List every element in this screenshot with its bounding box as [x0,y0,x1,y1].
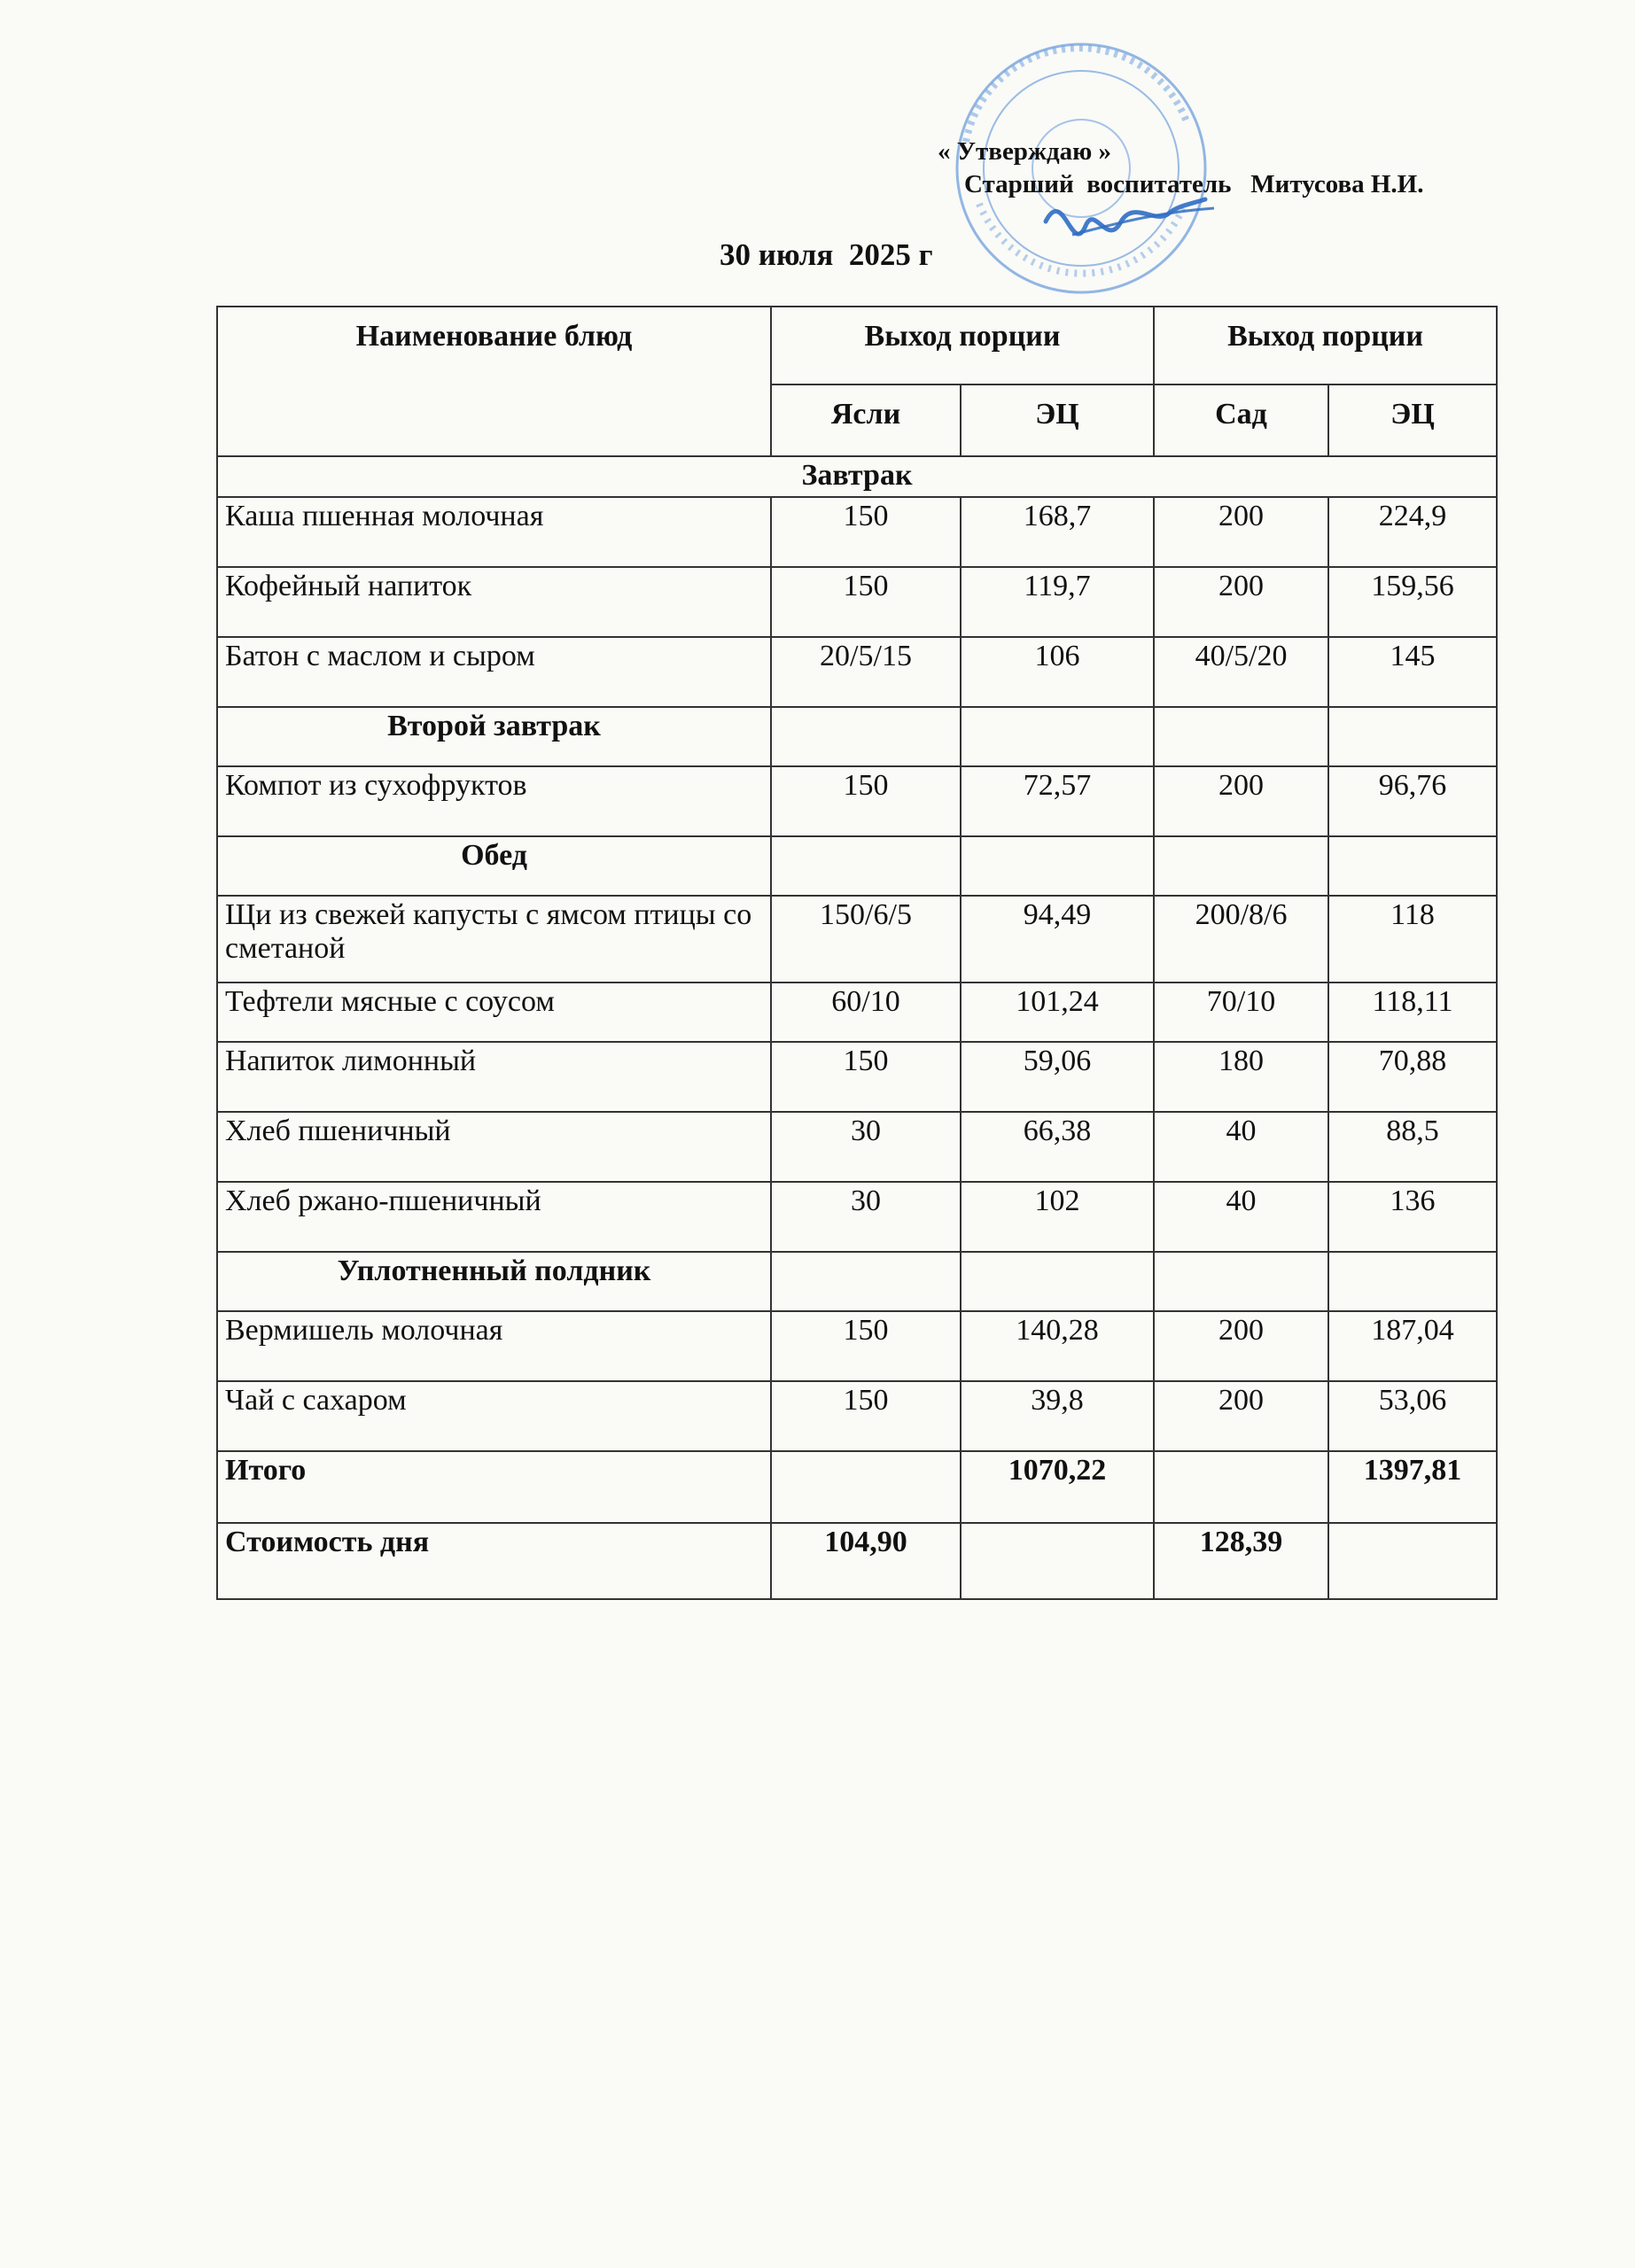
cell-value [1328,1523,1497,1599]
cell-value: 30 [771,1182,961,1252]
cell-value: 94,49 [961,896,1154,983]
section-title: Завтрак [217,456,1497,497]
menu-table [216,306,1498,1600]
dish-name: Кофейный напиток [217,567,771,637]
total-row [217,1451,1497,1523]
dish-name: Хлеб ржано-пшеничный [217,1182,771,1252]
cell-value: 39,8 [961,1381,1154,1451]
cell-value: 104,90 [771,1523,961,1599]
approver-line: Старший воспитатель Митусова Н.И. [964,170,1424,198]
cell-value: 1397,81 [1328,1451,1497,1523]
cell-value: 145 [1328,637,1497,707]
cell-value: 150 [771,766,961,836]
cell-value: 70/10 [1154,983,1328,1042]
cell-value: 136 [1328,1182,1497,1252]
cell-value: 118 [1328,896,1497,983]
cell-value [1154,1451,1328,1523]
cell-value: 72,57 [961,766,1154,836]
cell-value: 180 [1154,1042,1328,1112]
sub-header: ЭЦ [1328,384,1497,456]
dish-name: Чай с сахаром [217,1381,771,1451]
cell-value: 60/10 [771,983,961,1042]
table-row [217,1381,1497,1451]
section-row [217,1252,1497,1311]
cell-value: 159,56 [1328,567,1497,637]
cell-value: 150/6/5 [771,896,961,983]
cell-value: 40/5/20 [1154,637,1328,707]
cell-value: 96,76 [1328,766,1497,836]
cell-value: 150 [771,497,961,567]
cell-value: 20/5/15 [771,637,961,707]
cell-value: 30 [771,1112,961,1182]
table-row [217,497,1497,567]
cell-value: 88,5 [1328,1112,1497,1182]
cell-value: 150 [771,1311,961,1381]
cell-value [961,1523,1154,1599]
dish-name: Тефтели мясные с соусом [217,983,771,1042]
section-row [217,836,1497,896]
table-row [217,1042,1497,1112]
table-row [217,567,1497,637]
table-row [217,766,1497,836]
cell-value: 66,38 [961,1112,1154,1182]
dish-name: Напиток лимонный [217,1042,771,1112]
cell-value: 140,28 [961,1311,1154,1381]
cell-value: 106 [961,637,1154,707]
col-group1-header: Выход порции [771,307,1154,384]
section-row [217,707,1497,766]
table-row [217,983,1497,1042]
section-title: Уплотненный полдник [217,1252,771,1311]
total-label: Итого [217,1451,771,1523]
table-row [217,896,1497,983]
cell-value: 53,06 [1328,1381,1497,1451]
dish-name: Каша пшенная молочная [217,497,771,567]
cell-value: 40 [1154,1112,1328,1182]
table-row [217,637,1497,707]
sub-header: ЭЦ [961,384,1154,456]
cell-value: 40 [1154,1182,1328,1252]
cell-value: 200 [1154,766,1328,836]
dish-name: Вермишель молочная [217,1311,771,1381]
table-row [217,1182,1497,1252]
cell-value: 102 [961,1182,1154,1252]
cell-value: 200 [1154,1381,1328,1451]
cell-value: 150 [771,1381,961,1451]
cell-value: 118,11 [1328,983,1497,1042]
cell-value: 150 [771,1042,961,1112]
dish-name: Хлеб пшеничный [217,1112,771,1182]
sub-header: Ясли [771,384,961,456]
col-group2-header: Выход порции [1154,307,1497,384]
cost-row [217,1523,1497,1599]
cell-value: 224,9 [1328,497,1497,567]
cell-value: 200 [1154,567,1328,637]
cell-value: 150 [771,567,961,637]
section-title: Обед [217,836,771,896]
sub-header: Сад [1154,384,1328,456]
document-date: 30 июля 2025 г [720,237,933,272]
cell-value: 59,06 [961,1042,1154,1112]
cell-value: 200/8/6 [1154,896,1328,983]
cell-value: 1070,22 [961,1451,1154,1523]
cell-value: 101,24 [961,983,1154,1042]
approve-label: « Утверждаю » [938,137,1112,166]
header-row [217,307,1497,384]
table-row [217,1112,1497,1182]
cell-value: 128,39 [1154,1523,1328,1599]
cell-value: 200 [1154,1311,1328,1381]
cell-value: 168,7 [961,497,1154,567]
cost-label: Стоимость дня [217,1523,771,1599]
cell-value [771,1451,961,1523]
section-title: Второй завтрак [217,707,771,766]
col-dish-header: Наименование блюд [217,307,771,456]
cell-value: 187,04 [1328,1311,1497,1381]
table-row [217,1311,1497,1381]
dish-name: Компот из сухофруктов [217,766,771,836]
section-row [217,456,1497,497]
cell-value: 119,7 [961,567,1154,637]
cell-value: 200 [1154,497,1328,567]
cell-value: 70,88 [1328,1042,1497,1112]
dish-name: Батон с маслом и сыром [217,637,771,707]
dish-name: Щи из свежей капусты с ямсом птицы со сметаной [217,896,771,983]
